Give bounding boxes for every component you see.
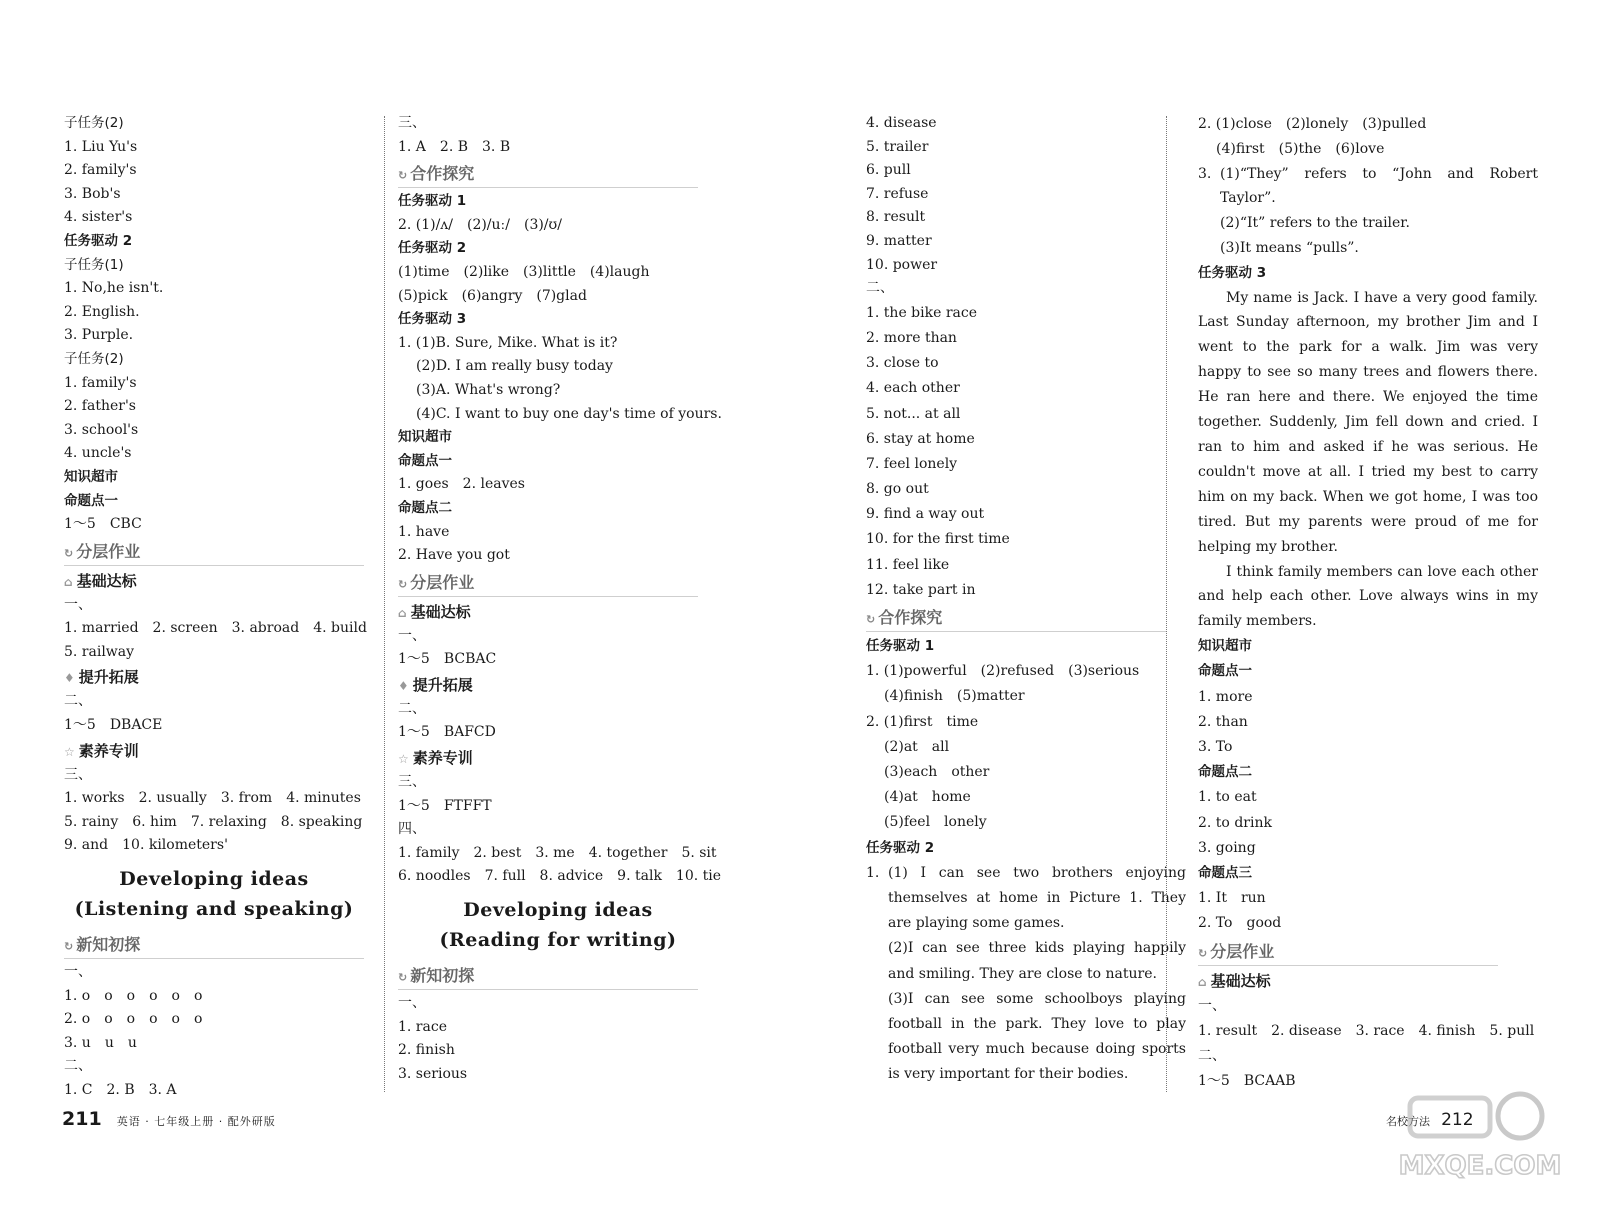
unit-title-line: Developing ideas bbox=[463, 899, 653, 922]
watermark-logo bbox=[1390, 1086, 1570, 1186]
text-line: 二、 bbox=[64, 1058, 92, 1075]
unit-title bbox=[64, 864, 364, 924]
answer-line: 1～5 BCBAC bbox=[398, 651, 497, 668]
answer-line: (4)at home bbox=[884, 789, 971, 806]
answer-line: 7. feel lonely bbox=[866, 455, 958, 472]
answer-line: 11. feel like bbox=[866, 556, 950, 573]
answer-line: 5. trailer bbox=[866, 138, 929, 155]
point-heading: 命题点二 bbox=[398, 499, 452, 516]
section-header bbox=[398, 963, 698, 990]
subsection-header bbox=[398, 672, 718, 698]
answer-paragraph bbox=[866, 861, 1186, 1088]
subsection-header bbox=[64, 664, 364, 690]
unit-title-line: (Listening and speaking) bbox=[74, 898, 354, 921]
answer-line: 1. family 2. best 3. me 4. together 5. sit bbox=[398, 844, 717, 861]
answer-line: (3)A. What's wrong? bbox=[416, 381, 561, 398]
answer-line: 1. (1)B. Sure, Mike. What is it? bbox=[398, 334, 618, 351]
subsection-header bbox=[398, 599, 718, 625]
answer-line: 5. not... at all bbox=[866, 405, 961, 422]
subtask-heading: 子任务(1) bbox=[64, 256, 124, 273]
page-number: 212 bbox=[1441, 1110, 1474, 1130]
answer-line: (2)D. I am really busy today bbox=[416, 358, 613, 375]
subsection-title: 素养专训 bbox=[412, 749, 473, 768]
answer-line: 9. and 10. kilometers' bbox=[64, 837, 228, 854]
subtask-heading: 子任务(2) bbox=[64, 350, 124, 367]
answer-line: (4)finish (5)matter bbox=[884, 688, 1025, 705]
basic-icon: ⌂ bbox=[64, 574, 73, 589]
text-line: 二、 bbox=[866, 280, 894, 297]
answer-line: 1～5 DBACE bbox=[64, 717, 163, 734]
column-2 bbox=[398, 112, 722, 1086]
answer-line: 8. go out bbox=[866, 481, 929, 498]
answer-line: (5)pick (6)angry (7)glad bbox=[398, 287, 587, 304]
section-arrow-icon: ↻ bbox=[866, 613, 876, 626]
section-header bbox=[64, 932, 364, 959]
subsection-header bbox=[1198, 968, 1538, 994]
answer-line: 1～5 CBC bbox=[64, 516, 142, 533]
text-line: 3. Purple. bbox=[64, 327, 134, 344]
essay-paragraph: My name is Jack. I have a very good family. Last Sunday afternoon, my brother Jim and I went to the park for a walk. Jim was very happy to see so many trees and flowers there. He ran here and there. We enjoyed the time together. Suddenly, Jim fell down and cried. I ran to him and asked if he was serious. He couldn't move at all. I tried my best to carry him on my back. When we got home, I was too tired. But my parents were proud of me for helping my brother. bbox=[1198, 289, 1538, 555]
answer-line: 10. for the first time bbox=[866, 531, 1010, 548]
subsection-title: 基础达标 bbox=[410, 602, 471, 621]
answer-line: 2. more than bbox=[866, 329, 957, 346]
section-header bbox=[866, 605, 1166, 632]
answer-line: (4)C. I want to buy one day's time of yours. bbox=[416, 405, 722, 422]
extend-icon: ♦ bbox=[64, 671, 75, 686]
extend-icon: ♦ bbox=[398, 678, 409, 693]
answer-line: 1～5 BAFCD bbox=[398, 724, 496, 741]
column-divider bbox=[384, 116, 385, 1092]
section-title: 分层作业 bbox=[410, 572, 475, 592]
unit-title bbox=[398, 895, 718, 955]
section-arrow-icon: ↻ bbox=[398, 577, 408, 591]
task-heading: 任务驱动 1 bbox=[866, 638, 935, 654]
knowledge-heading: 知识超市 bbox=[64, 468, 118, 485]
answer-line: 1. It run bbox=[1198, 890, 1266, 907]
knowledge-heading: 知识超市 bbox=[1198, 638, 1252, 655]
task-heading: 任务驱动 1 bbox=[398, 193, 467, 210]
answer-number: 3. bbox=[1198, 165, 1212, 182]
answer-number: 1. bbox=[866, 864, 880, 881]
answer-line: (2)at all bbox=[884, 738, 950, 755]
answer-line: 3. u u u bbox=[64, 1034, 137, 1051]
column-1 bbox=[64, 112, 367, 1103]
answer-line: 1～5 BCAAB bbox=[1198, 1073, 1296, 1090]
section-arrow-icon: ↻ bbox=[64, 940, 74, 954]
answer-line: 1. goes 2. leaves bbox=[398, 476, 525, 493]
answer-line: 1～5 FTFFT bbox=[398, 797, 492, 814]
answer-line: 6. noodles 7. full 8. advice 9. talk 10. tie bbox=[398, 868, 722, 885]
answer-line: 1. C 2. B 3. A bbox=[64, 1082, 177, 1098]
text-line: 一、 bbox=[398, 995, 426, 1012]
book-info: 名校方法 bbox=[1386, 1115, 1430, 1128]
task-heading: 任务驱动 2 bbox=[64, 232, 133, 249]
page-number: 211 bbox=[62, 1108, 102, 1130]
text-line: 4. uncle's bbox=[64, 445, 132, 462]
answer-line: (3)each other bbox=[884, 763, 990, 780]
text-line: 三、 bbox=[398, 774, 426, 791]
point-heading: 命题点一 bbox=[1198, 663, 1252, 680]
answer-text: (3)I can see some schoolboys playing football in the park. They love to play football very much because doing sports is very important for their bodies. bbox=[888, 990, 1186, 1083]
section-title: 合作探究 bbox=[410, 164, 475, 184]
subsection-header bbox=[398, 745, 718, 771]
answer-line: (4)first (5)the (6)love bbox=[1216, 140, 1385, 157]
text-line: 二、 bbox=[398, 700, 426, 717]
answer-line: 4. disease bbox=[866, 115, 937, 131]
text-line: 一、 bbox=[64, 596, 92, 613]
answer-line: 1. o o o o o o bbox=[64, 987, 203, 1004]
text-line: 1. No,he isn't. bbox=[64, 280, 164, 297]
point-heading: 命题点二 bbox=[1198, 764, 1252, 781]
text-line: 2. father's bbox=[64, 398, 136, 415]
subsection-title: 基础达标 bbox=[1210, 971, 1271, 990]
column-divider bbox=[1166, 116, 1167, 1092]
knowledge-heading: 知识超市 bbox=[398, 429, 452, 446]
section-title: 分层作业 bbox=[76, 541, 141, 561]
quality-icon: ☆ bbox=[398, 752, 409, 767]
text-line: 1. family's bbox=[64, 374, 137, 391]
section-arrow-icon: ↻ bbox=[1198, 946, 1208, 960]
answer-line: 12. take part in bbox=[866, 581, 976, 598]
text-line: 四、 bbox=[398, 821, 426, 838]
basic-icon: ⌂ bbox=[1198, 974, 1207, 989]
answer-line: (1)time (2)like (3)little (4)laugh bbox=[398, 263, 650, 280]
answer-text: (2)I can see three kids playing happily and smiling. They are close to nature. bbox=[888, 940, 1186, 982]
answer-line: 1. have bbox=[398, 523, 450, 540]
section-header bbox=[1198, 939, 1498, 966]
answer-line: 3. going bbox=[1198, 839, 1256, 856]
answer-text: (3)It means “pulls”. bbox=[1220, 239, 1359, 256]
task-heading: 任务驱动 2 bbox=[866, 839, 935, 856]
text-line: 2. family's bbox=[64, 162, 137, 179]
text-line: 三、 bbox=[398, 115, 426, 131]
text-line: 3. Bob's bbox=[64, 185, 121, 202]
answer-line: 2. (1)first time bbox=[866, 713, 979, 730]
answer-paragraph bbox=[1198, 162, 1538, 261]
answer-line: 6. pull bbox=[866, 162, 911, 179]
answer-line: 3. serious bbox=[398, 1065, 468, 1082]
section-title: 新知初探 bbox=[76, 935, 141, 955]
subsection-header bbox=[64, 568, 364, 594]
answer-line: 10. power bbox=[866, 256, 938, 273]
basic-icon: ⌂ bbox=[398, 605, 407, 620]
text-line: 3. school's bbox=[64, 421, 139, 438]
answer-line: 6. stay at home bbox=[866, 430, 975, 447]
section-arrow-icon: ↻ bbox=[398, 169, 408, 183]
answer-line: 3. close to bbox=[866, 355, 939, 372]
section-title: 分层作业 bbox=[1210, 941, 1275, 961]
text-line: 二、 bbox=[1198, 1047, 1226, 1064]
text-line: 4. sister's bbox=[64, 209, 133, 226]
answer-line: (5)feel lonely bbox=[884, 814, 987, 831]
column-3 bbox=[866, 112, 1186, 1088]
unit-title-line: (Reading for writing) bbox=[439, 929, 677, 952]
section-title: 新知初探 bbox=[410, 966, 475, 986]
answer-line: 1. (1)powerful (2)refused (3)serious bbox=[866, 663, 1140, 680]
answer-line: 1. the bike race bbox=[866, 304, 978, 321]
answer-line: 1. to eat bbox=[1198, 789, 1257, 806]
point-heading: 命题点一 bbox=[398, 452, 452, 469]
section-header bbox=[64, 539, 364, 566]
answer-line: 3. To bbox=[1198, 739, 1233, 756]
section-header bbox=[398, 161, 698, 188]
answer-line: 7. refuse bbox=[866, 185, 929, 202]
answer-line: 1. A 2. B 3. B bbox=[398, 138, 511, 155]
answer-line: 1. race bbox=[398, 1018, 447, 1035]
task-heading: 任务驱动 3 bbox=[1198, 264, 1267, 281]
answer-line: 8. result bbox=[866, 209, 926, 226]
section-arrow-icon: ↻ bbox=[398, 971, 408, 985]
point-heading: 命题点三 bbox=[1198, 864, 1252, 881]
subsection-header bbox=[64, 738, 364, 764]
answer-line: 5. railway bbox=[64, 643, 135, 660]
answer-line: 2. finish bbox=[398, 1042, 455, 1059]
answer-text: (2)“It” refers to the trailer. bbox=[1220, 215, 1410, 232]
section-arrow-icon: ↻ bbox=[64, 546, 74, 560]
answer-line: 2. than bbox=[1198, 713, 1248, 730]
essay-paragraph: I think family members can love each other and help each other. Love always wins in my family members. bbox=[1198, 563, 1538, 630]
section-title: 合作探究 bbox=[878, 608, 943, 627]
answer-line: 9. matter bbox=[866, 232, 932, 249]
watermark-text: MXQE.COM bbox=[1398, 1151, 1562, 1181]
answer-line: 2. Have you got bbox=[398, 547, 510, 564]
column-4 bbox=[1198, 112, 1538, 1094]
text-line: 一、 bbox=[64, 964, 92, 981]
subsection-title: 提升拓展 bbox=[412, 675, 473, 694]
text-line: 1. Liu Yu's bbox=[64, 138, 138, 155]
answer-line: 1. more bbox=[1198, 688, 1253, 705]
answer-text: (1) I can see two brothers enjoying themselves at home in Picture 1. They are playing some games. bbox=[888, 864, 1186, 932]
answer-line: 2. (1)/ʌ/ (2)/uː/ (3)/ʊ/ bbox=[398, 216, 562, 233]
answer-line: 2. o o o o o o bbox=[64, 1011, 203, 1028]
text-line: 一、 bbox=[398, 627, 426, 644]
book-info: 英语 · 七年级上册 · 配外研版 bbox=[116, 1115, 276, 1128]
subsection-title: 基础达标 bbox=[76, 571, 137, 590]
answer-line: 9. find a way out bbox=[866, 506, 985, 523]
point-heading: 命题点一 bbox=[64, 492, 118, 509]
text-line: 一、 bbox=[1198, 997, 1226, 1014]
answer-line: 4. each other bbox=[866, 380, 960, 397]
task-heading: 任务驱动 2 bbox=[398, 240, 467, 257]
answer-line: 1. result 2. disease 3. race 4. finish 5. pull bbox=[1198, 1022, 1535, 1039]
answer-line: 2. To good bbox=[1198, 915, 1282, 932]
subsection-title: 素养专训 bbox=[78, 741, 139, 760]
task-heading: 任务驱动 3 bbox=[398, 311, 467, 328]
text-line: 二、 bbox=[64, 693, 92, 710]
footer-left bbox=[62, 1108, 276, 1130]
text-line: 子任务(2) bbox=[64, 115, 124, 131]
section-header bbox=[398, 570, 698, 597]
subsection-title: 提升拓展 bbox=[78, 668, 139, 687]
text-line: 2. English. bbox=[64, 303, 140, 320]
text-line: 三、 bbox=[64, 766, 92, 783]
unit-title-line: Developing ideas bbox=[119, 868, 309, 891]
answer-line: 1. married 2. screen 3. abroad 4. build bbox=[64, 620, 367, 637]
answer-line: 5. rainy 6. him 7. relaxing 8. speaking bbox=[64, 813, 363, 830]
answer-line: 1. works 2. usually 3. from 4. minutes bbox=[64, 790, 361, 807]
answer-line: 2. (1)close (2)lonely (3)pulled bbox=[1198, 116, 1427, 132]
answer-line: 2. to drink bbox=[1198, 814, 1272, 831]
quality-icon: ☆ bbox=[64, 744, 75, 759]
answer-text: (1)“They” refers to “John and Robert Taylor”. bbox=[1220, 165, 1538, 207]
